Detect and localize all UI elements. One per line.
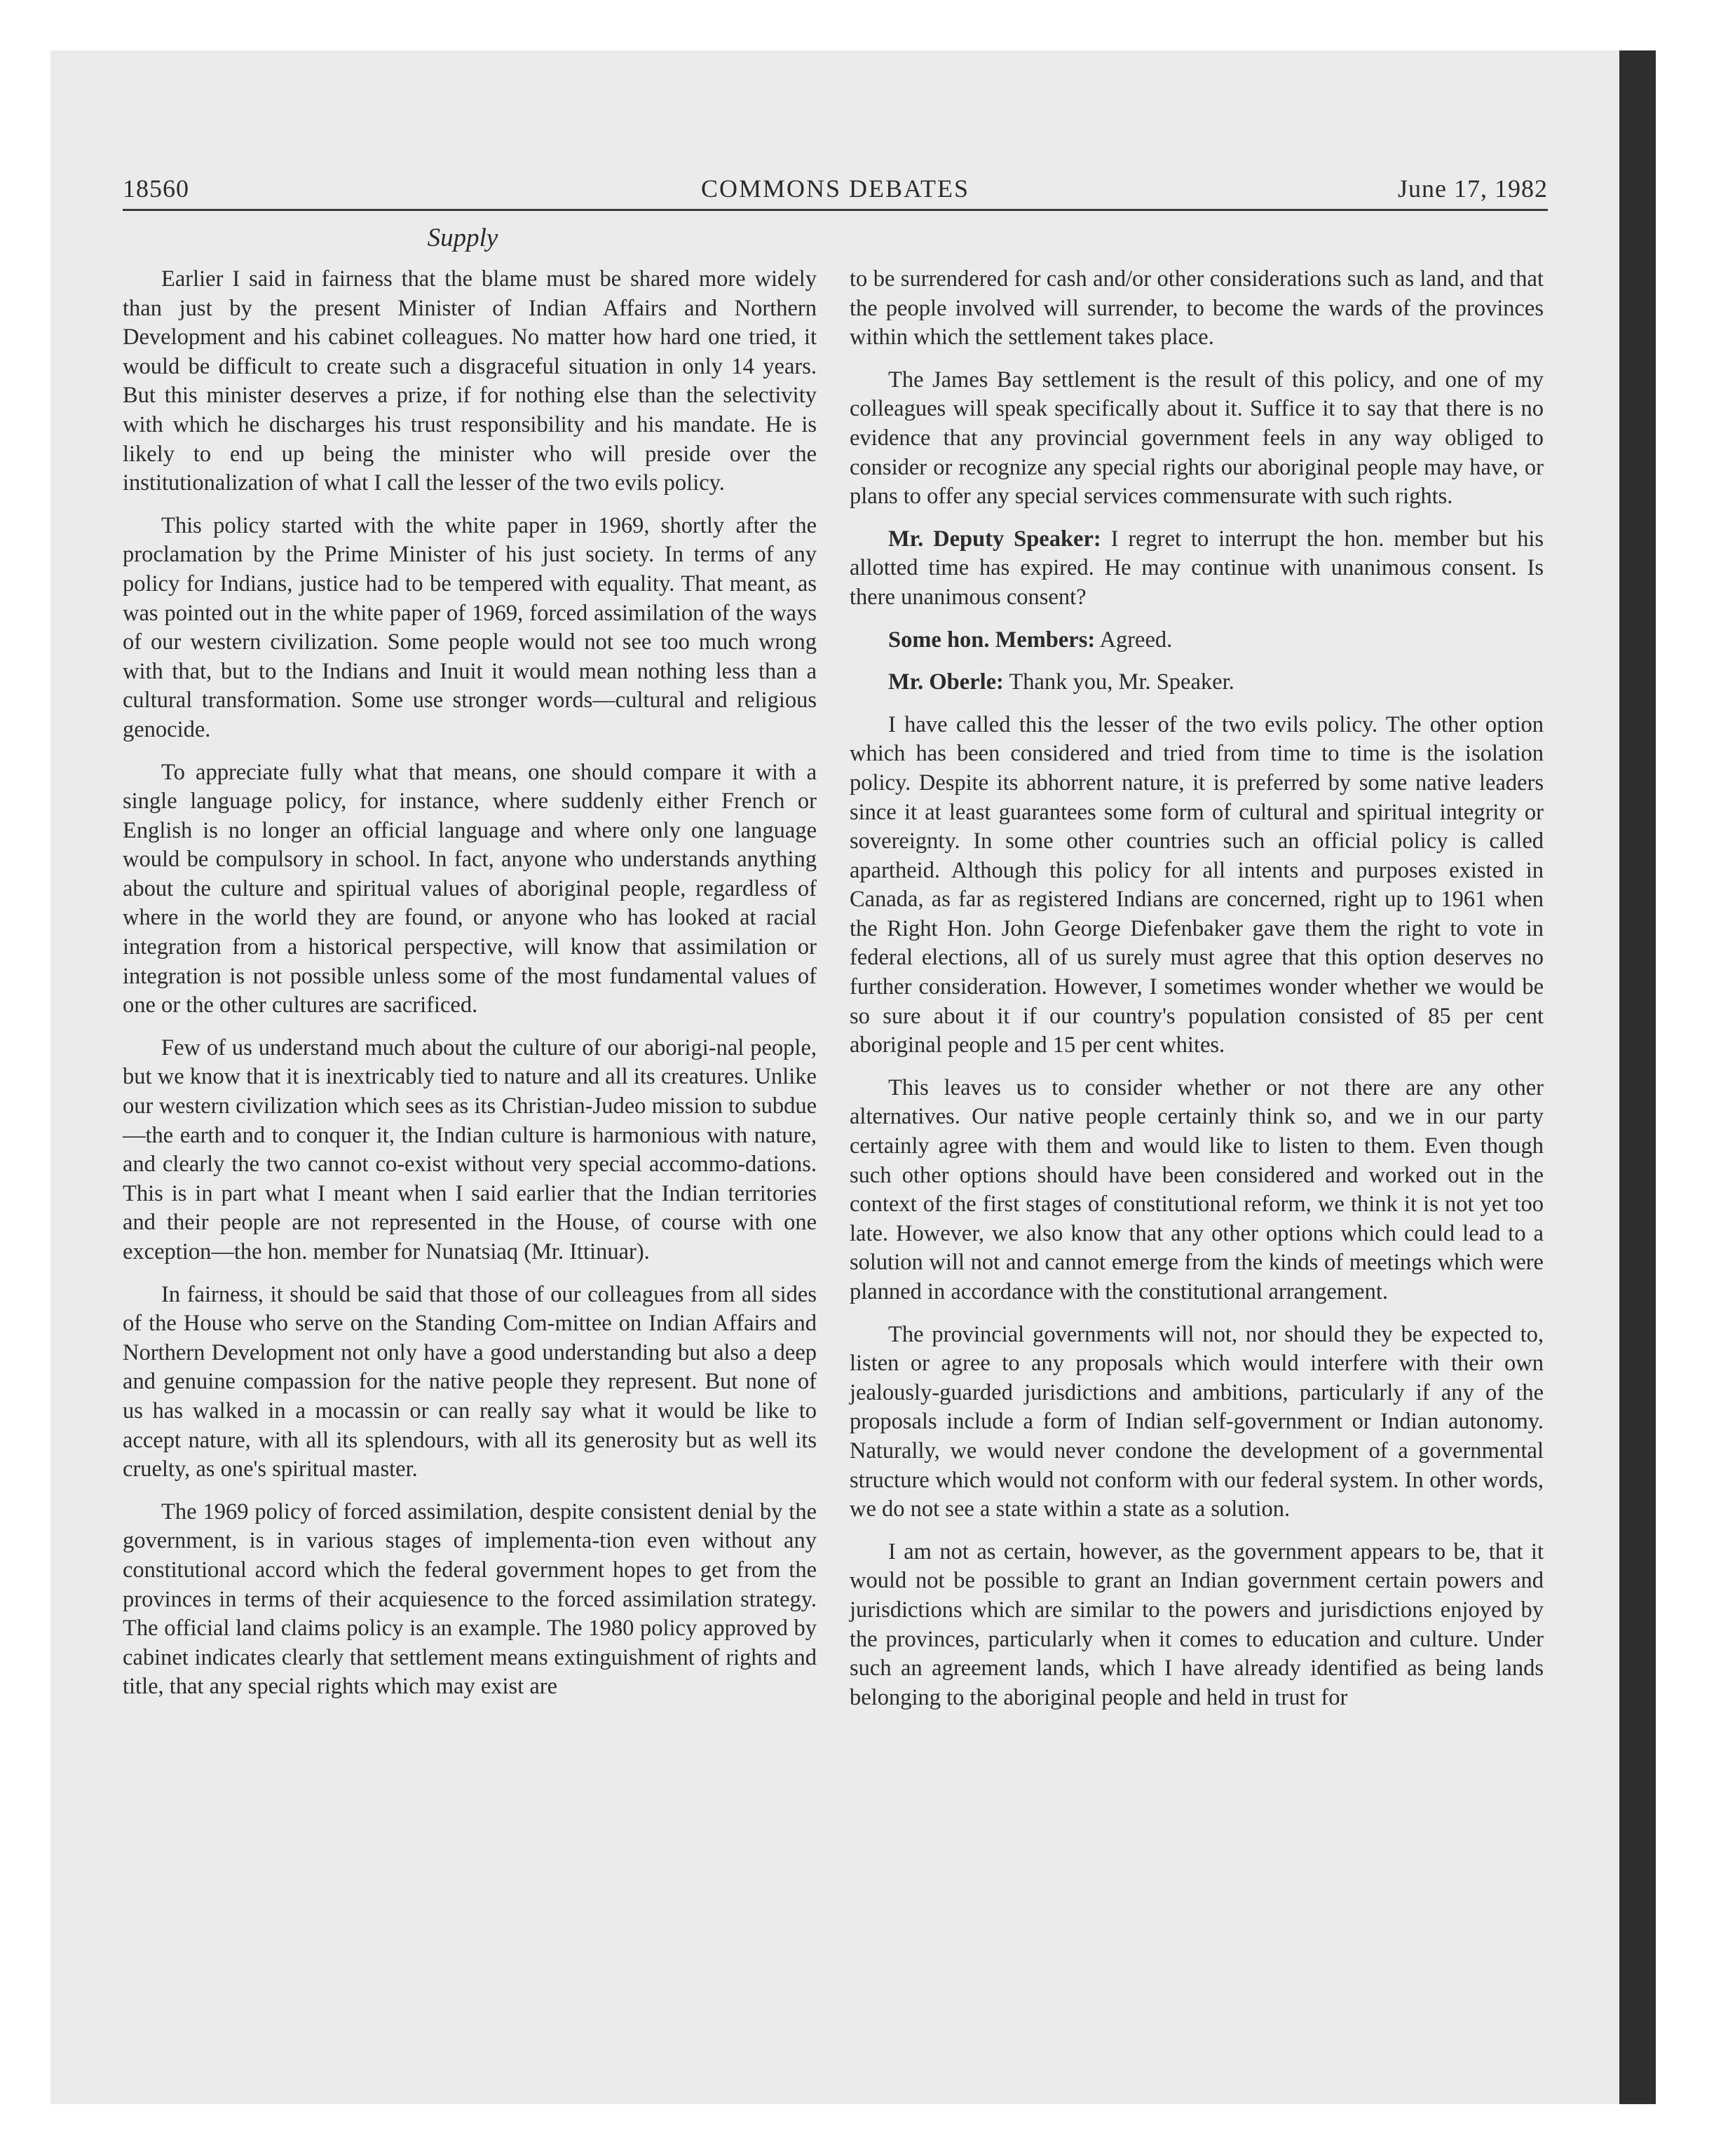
paragraph: The provincial governments will not, nor should they be expected to, listen or agree to any proposals which would interfere with their own jealously-guarded jurisdictions and ambitions, particularly if any of the proposals include a form of Indian self-government or Indian autonomy. Naturally, we would never condone the development of a governmental structure which would not conform with our federal system. In other words, we do not see a state within a state as a solution. [850, 1321, 1544, 1522]
section-title: Supply [427, 224, 498, 252]
speaker-name: Mr. Deputy Speaker: [888, 526, 1101, 552]
speech-text: Thank you, Mr. Speaker. [1003, 669, 1234, 695]
speaker-name: Mr. Oberle: [888, 669, 1004, 695]
paragraph: The 1969 policy of forced assimilation, despite consistent denial by the government, is in various stages of implementa-tion even without any constitutional accord which the federal government hopes to get from the provinces in terms of their acquiesence to the forced assimilation strategy. The official land claims policy is an example. The 1980 policy approved by cabinet indicates clearly that settlement means extinguishment of rights and title, that any special rights which may exist are [123, 1499, 817, 1700]
right-column [850, 265, 1544, 1726]
paragraph: This leaves us to consider whether or not there are any other alternatives. Our native people certainly think so, and we in our party certainly agree with them and would like to listen to them. Even though such other options should have been considered and worked out in the context of the first stages of constitutional reform, we think it is not yet too late. However, we also know that any other options which could lead to a solution will not and cannot emerge from the kinds of meetings which were planned in accordance with the constitutional arrangement. [850, 1074, 1544, 1304]
paragraph: In fairness, it should be said that those of our colleagues from all sides of the House who serve on the Standing Com-mittee on Indian Affairs and Northern Development not only have a good understanding but also a deep and genuine compassion for the native people they represent. But none of us has walked in a mocassin or can really say what it would be like to accept nature, with all its splendours, with all its generosity but as well its cruelty, as one's spiritual master. [123, 1281, 817, 1482]
publication-title: COMMONS DEBATES [700, 175, 970, 203]
paragraph: Earlier I said in fairness that the blame must be shared more widely than just by the present Minister of Indian Affairs and Northern Development and his cabinet colleagues. No matter how hard one tried, it would be difficult to create such a disgraceful situation in only 14 years. But this minister deserves a prize, if for nothing else than the selectivity with which he discharges his trust responsibility and his mandate. He is likely to end up being the minister who will preside over the institutionalization of what I call the lesser of the two evils policy. [123, 266, 817, 496]
paragraph: To appreciate fully what that means, one should compare it with a single language policy, for instance, where suddenly either French or English is no longer an official language and where only one language would be compulsory in school. In fact, anyone who understands anything about the culture and spiritual values of aboriginal people, regardless of where in the world they are found, or anyone who has looked at racial integration from a historical perspective, will know that assimilation or integration is not possible unless some of the most fundamental values of one or the other cultures are sacrificed. [123, 759, 817, 1018]
paragraph: This policy started with the white paper in 1969, shortly after the proclamation by the Prime Minister of his just society. In terms of any policy for Indians, justice had to be tempered with equality. That meant, as was pointed out in the white paper of 1969, forced assimilation of the ways of our western civilization. Some people would not see too much wrong with that, but to the Indians and Inuit it would mean nothing less than a cultural transformation. Some use stronger words—cultural and religious genocide. [123, 512, 817, 742]
paragraph: I have called this the lesser of the two evils policy. The other option which has been considered and tried from time to time is the isolation policy. Despite its abhorrent nature, it is preferred by some native leaders since it at least guarantees some form of cultural and spiritual integrity or sovereignty. In some other countries such an official policy is called apartheid. Although this policy for all intents and purposes existed in Canada, as far as registered Indians are concerned, right up to 1961 when the Right Hon. John George Diefenbaker gave them the right to vote in federal elections, all of us surely must agree that this option deserves no further consideration. However, I sometimes wonder whether we would be so sure about it if our country's population consisted of 85 per cent aboriginal people and 15 per cent whites. [850, 711, 1544, 1058]
publication-date: June 17, 1982 [1398, 175, 1548, 203]
page-header [123, 174, 1548, 211]
speech-oberle [850, 668, 1544, 697]
speech-members [850, 626, 1544, 655]
paragraph: Few of us understand much about the culture of our aborigi-nal people, but we know that it is inextricably tied to nature and all its creatures. Unlike our western civilization which sees as its Christian-Judeo mission to subdue—the earth and to conquer it, the Indian culture is harmonious with nature, and clearly the two cannot co-exist without very special accommo-dations. This is in part what I meant when I said earlier that the Indian territories and their people are not represented in the House, of course with one exception—the hon. member for Nunatsiaq (Mr. Ittinuar). [123, 1035, 817, 1264]
scan-edge-shadow [1619, 50, 1656, 2104]
speech-deputy-speaker [850, 525, 1544, 613]
left-column [123, 265, 817, 1715]
page-number: 18560 [123, 175, 189, 203]
paragraph: I am not as certain, however, as the government appears to be, that it would not be possible to grant an Indian government certain powers and jurisdictions which are similar to the powers and jurisdictions enjoyed by the provinces, particularly when it comes to education and culture. Under such an agreement lands, which I have already identified as being lands belonging to the aboriginal people and held in trust for [850, 1538, 1544, 1710]
speech-text: Agreed. [1095, 627, 1173, 653]
paragraph: The James Bay settlement is the result of this policy, and one of my colleagues will speak specifically about it. Suffice it to say that there is no evidence that any provincial government feels in any way obliged to consider or recognize any special rights our aboriginal people may have, or plans to offer any special services commensurate with such rights. [850, 367, 1544, 510]
speech-text: I regret to interrupt the hon. member but his allotted time has expired. He may continue with unanimous consent. Is there unanimous consent? [850, 526, 1544, 610]
paragraph-continued: to be surrendered for cash and/or other considerations such as land, and that the people involved will surrender, to become the wards of the provinces within which the settlement takes place. [850, 266, 1544, 350]
speaker-name: Some hon. Members: [888, 627, 1096, 653]
